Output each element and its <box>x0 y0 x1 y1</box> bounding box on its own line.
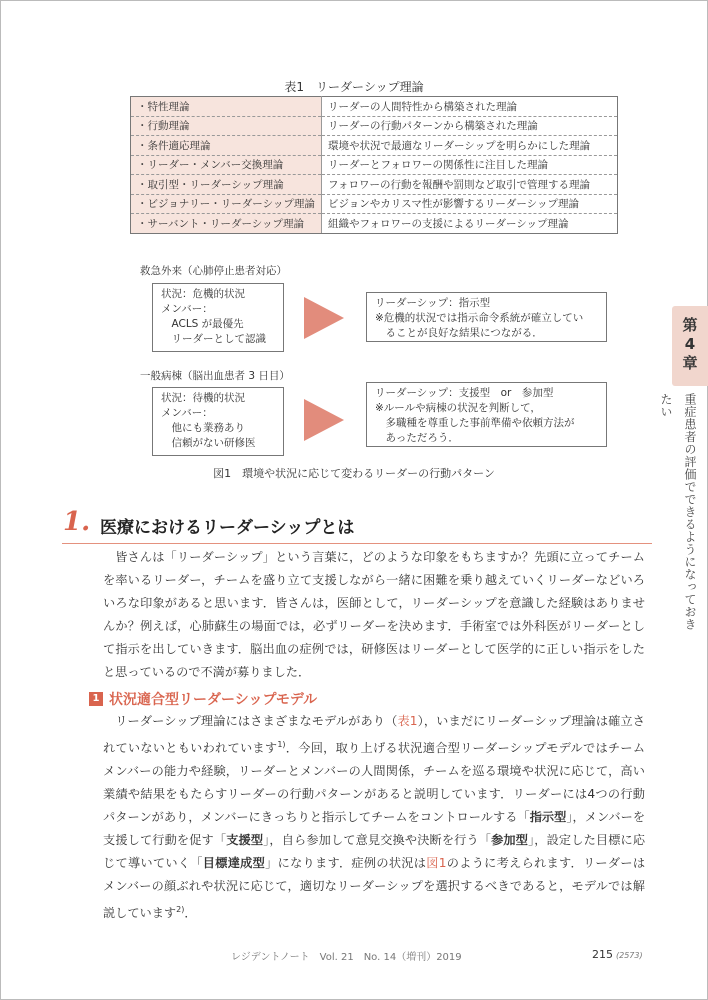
box-line: ることが良好な結果につながる． <box>375 327 543 339</box>
case1-arrow-icon <box>304 297 344 339</box>
theory-name-cell: ・リーダー・メンバー交換理論 <box>131 155 322 175</box>
figure-reference-link: 図1 <box>426 856 447 871</box>
table-row <box>131 175 618 195</box>
box-line: 状況：待機的状況 <box>161 392 245 404</box>
text-run: 」になります．症例の状況は <box>265 856 427 871</box>
text-run: ． <box>184 906 197 921</box>
subsection-paragraph <box>103 710 645 925</box>
box-line: あっただろう． <box>375 432 459 444</box>
text-run: ），いまだにリーダーシップ理論は確立されていないともいわれています <box>103 714 645 756</box>
text-run: リーダーシップ理論にはさまざまなモデルがあり（ <box>115 714 398 728</box>
theory-desc-cell: リーダーの行動パターンから構築された理論 <box>322 116 618 136</box>
page-number-total: (2573) <box>616 951 643 960</box>
section-paragraph: 皆さんは「リーダーシップ」という言葉に，どのような印象をもちますか？先頭に立ってチームを率いるリーダー，チームを盛り立て支援しながら一緒に困難を乗り越えていくリーダーなどいろいろな印象があると思います．皆さんは，医師として，リーダーシップを意識した経験はありませんか？例えば，心肺蘇生の場面では，必ずリーダーを決めます．手術室では外科医がリーダーとして指示を出していきます．脳出血の症例では，研修医はリーダーとして医学的に正しい指示をしたと思っているので不満が募りました． <box>103 550 645 679</box>
citation-ref: 1) <box>277 740 286 749</box>
chapter-label: 第 4 章 <box>682 316 698 372</box>
box-line: メンバー： <box>161 407 213 419</box>
emphasis-term: 支援型 <box>226 833 264 848</box>
page-number-main: 215 <box>592 948 613 961</box>
chapter-vertical-title: 重症患者の評価でできるようになっておきたい <box>659 393 697 631</box>
box-line: 状況：危機的状況 <box>161 288 245 300</box>
table-caption: 表1 リーダーシップ理論 <box>284 80 424 94</box>
case2-situation-box <box>152 387 284 456</box>
theory-desc-cell: 組織やフォロワーの支援によるリーダーシップ理論 <box>322 214 618 234</box>
table-row <box>131 116 618 136</box>
text-run: 」，自ら参加して意見交換や決断を行う「 <box>263 833 492 848</box>
table-row <box>131 136 618 156</box>
box-line: ACLS が最優先 <box>161 318 244 330</box>
case1-label: 救急外来（心肺停止患者対応） <box>140 265 287 277</box>
figure-reference-link: 表1 <box>397 714 418 728</box>
box-line: ※危機的状況では指示命令系統が確立してい <box>375 312 584 324</box>
theory-name-cell: ・行動理論 <box>131 116 322 136</box>
text-run: ．今回，取り上げる状況適合型リーダーシップモデルではチームメンバーの能力や経験，リーダーとメンバーの人間関係，チームを巡る環境や状況に応じて，高い業績や結果をもたらすリーダーの行動パターンがあると説明しています．リーダーには4つの行動パターンがあり，メンバーにきっちりと指示してチームをコントロールする「 <box>103 741 646 825</box>
table-row <box>131 194 618 214</box>
emphasis-term: 参加型 <box>491 833 529 848</box>
box-line: ※ルールや病棟の状況を判断して， <box>375 402 541 414</box>
theory-name-cell: ・ビジョナリー・リーダーシップ理論 <box>131 194 322 214</box>
emphasis-term: 指示型 <box>529 810 567 825</box>
citation-ref: 2) <box>176 905 185 915</box>
theory-name-cell: ・サーバント・リーダーシップ理論 <box>131 214 322 234</box>
case1-leadership-box <box>366 292 607 342</box>
box-line: 多職種を尊重した事前準備や依頼方法が <box>375 417 575 429</box>
box-line: メンバー： <box>161 303 213 315</box>
theory-desc-cell: フォロワーの行動を報酬や罰則など取引で管理する理論 <box>322 175 618 195</box>
theory-desc-cell: リーダーとフォロワーの関係性に注目した理論 <box>322 155 618 175</box>
theory-desc-cell: 環境や状況で最適なリーダーシップを明らかにした理論 <box>322 136 618 156</box>
text-run: のように考えられます．リーダーはメンバーの顔ぶれや状況に応じて，適切なリーダーシップを選択するべきであると，モデルでは解説しています <box>103 856 646 921</box>
case2-label: 一般病棟（脳出血患者 3 日目） <box>140 370 290 382</box>
emphasis-term: 目標達成型 <box>202 856 266 871</box>
figure-caption: 図1 環境や状況に応じて変わるリーダーの行動パターン <box>213 467 495 480</box>
text-run: 」，設定した目標に応じて導いていく「 <box>103 833 646 871</box>
table-row <box>131 97 618 117</box>
text-run: 」，メンバーを支援して行動を促す「 <box>103 810 646 848</box>
theory-desc-cell: リーダーの人間特性から構築された理論 <box>322 97 618 117</box>
box-line: リーダーシップ：支援型 or 参加型 <box>375 387 554 399</box>
theory-name-cell: ・取引型・リーダーシップ理論 <box>131 175 322 195</box>
case2-arrow-icon <box>304 399 344 441</box>
journal-info: レジデントノート Vol. 21 No. 14（増刊）2019 <box>231 952 462 963</box>
theory-name-cell: ・特性理論 <box>131 97 322 117</box>
box-line: リーダーとして認識 <box>161 333 266 345</box>
section-title: 医療におけるリーダーシップとは <box>100 518 355 538</box>
box-line: 他にも業務あり <box>161 422 245 434</box>
box-line: リーダーシップ：指示型 <box>375 297 491 309</box>
case1-situation-box <box>152 283 284 352</box>
subsection-number: 1 <box>89 692 103 706</box>
table-row <box>131 155 618 175</box>
page-number <box>592 948 643 961</box>
subsection-title: 状況適合型リーダーシップモデル <box>109 692 318 708</box>
table-row <box>131 214 618 234</box>
box-line: 信頼がない研修医 <box>161 437 256 449</box>
case2-leadership-box <box>366 382 607 447</box>
theory-table <box>130 96 618 234</box>
theory-desc-cell: ビジョンやカリスマ性が影響するリーダーシップ理論 <box>322 194 618 214</box>
theory-name-cell: ・条件適応理論 <box>131 136 322 156</box>
section-divider <box>62 543 652 544</box>
section-number: 1. <box>63 507 91 537</box>
